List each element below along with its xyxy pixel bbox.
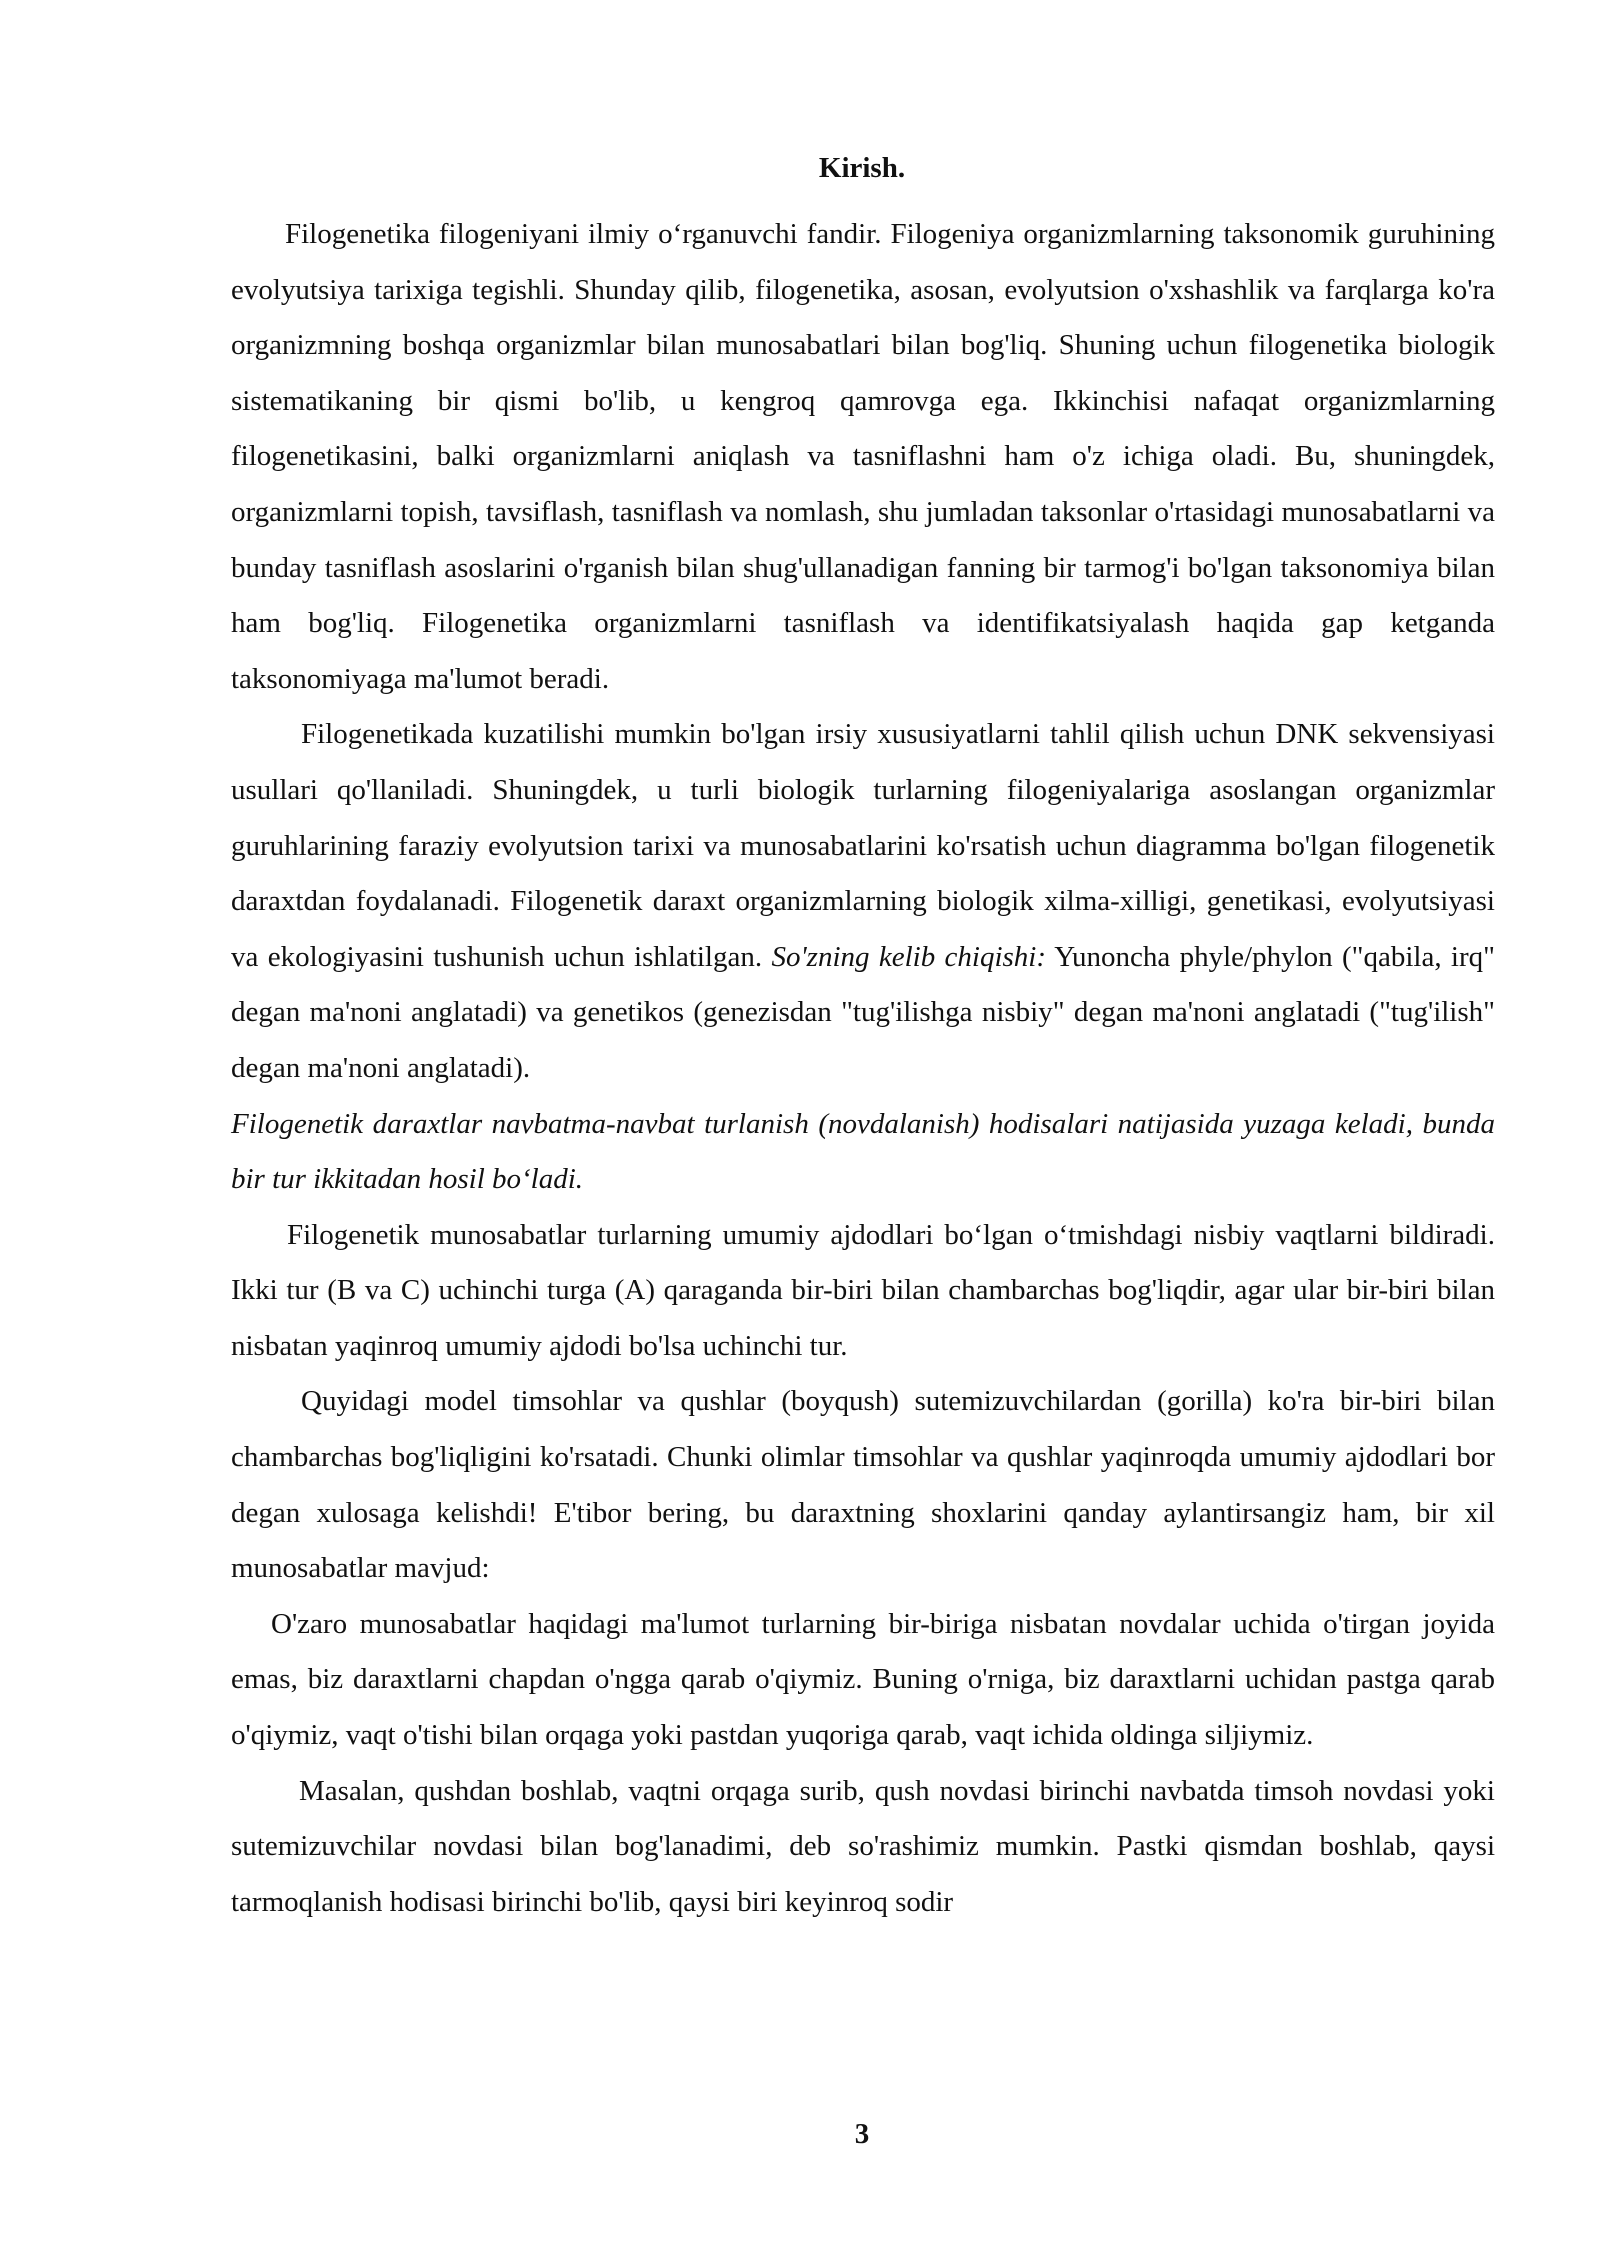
paragraph-5: Quyidagi model timsohlar va qushlar (boyqush) sutemizuvchilardan (gorilla) ko'ra bir-biri bilan chambarchas bog'liqligini ko'rsatadi. Chunki olimlar timsohlar va qushlar yaqinroqda umumiy ajdodlari bor degan xulosaga kelishdi! E'tibor bering, bu daraxtning shoxlarini qanday aylantirsangiz ham, bir xil munosabatlar mavjud: — [231, 1385, 1495, 1585]
paragraph-3-italic: Filogenetik daraxtlar navbatma-navbat turlanish (novdalanish) hodisalari natijasida yuzaga keladi, bunda bir tur ikkitadan hosil bo‘ladi. — [231, 1107, 1495, 1196]
paragraph-2 — [231, 707, 1495, 1096]
page-title: Kirish. — [818, 152, 906, 184]
etymology-label: So'zning kelib chiqishi: — [771, 940, 1047, 973]
paragraph-7: Masalan, qushdan boshlab, vaqtni orqaga surib, qush novdasi birinchi navbatda timsoh novdasi yoki sutemizuvchilar novdasi bilan bog'lanadimi, deb so'rashimiz mumkin. Pastki qismdan boshlab, qaysi tarmoqlanish hodisasi birinchi bo'lib, qaysi biri keyinroq sodir — [231, 1774, 1495, 1918]
paragraph-1: Filogenetika filogeniyani ilmiy o‘rganuvchi fandir. Filogeniya organizmlarning taksonomik guruhining evolyutsiya tarixiga tegishli. Shunday qilib, filogenetika, asosan, evolyutsion o'xshashlik va farqlarga ko'ra organizmning boshqa organizmlar bilan munosabatlari bilan bog'liq. Shuning uchun filogenetika biologik sistematikaning bir qismi bo'lib, u kengroq qamrovga ega. Ikkinchisi nafaqat organizmlarning filogenetikasini, balki organizmlarni aniqlash va tasniflashni ham o'z ichiga oladi. Bu, shuningdek, organizmlarni topish, tavsiflash, tasniflash va nomlash, shu jumladan taksonlar o'rtasidagi munosabatlarni va bunday tasniflash asoslarini o'rganish bilan shug'ullanadigan fanning bir tarmog'i bo'lgan taksonomiya bilan ham bog'liq. Filogenetika organizmlarni tasniflash va identifikatsiyalash haqida gap ketganda taksonomiyaga ma'lumot beradi. — [231, 218, 1495, 695]
paragraph-6: O'zaro munosabatlar haqidagi ma'lumot turlarning bir-biriga nisbatan novdalar uchida o'tirgan joyida emas, biz daraxtlarni chapdan o'ngga qarab o'qiymiz. Buning o'rniga, biz daraxtlarni uchidan pastga qarab o'qiymiz, vaqt o'tishi bilan orqaga yoki pastdan yuqoriga qarab, vaqt ichida oldinga siljiymiz. — [231, 1607, 1495, 1752]
document-body — [231, 207, 1495, 1930]
page-number: 3 — [854, 2118, 870, 2150]
paragraph-2-text: Filogenetikada kuzatilishi mumkin bo'lgan irsiy xususiyatlarni tahlil qilish uchun DNK sekvensiyasi usullari qo'llaniladi. Shuningdek, u turli biologik turlarning filogeniyalariga asoslangan organizmlar guruhlarining faraziy evolyutsion tarixi va munosabatlarini ko'rsatish uchun diagramma bo'lgan filogenetik daraxtdan foydalanadi. Filogenetik daraxt organizmlarning biologik xilma-xilligi, genetikasi, evolyutsiyasi va ekologiyasini tushunish uchun ishlatilgan. — [231, 718, 1495, 973]
etymology-text: Yunoncha phyle/phylon ("qabila, irq" degan ma'noni anglatadi) va genetikos (genezisdan "tug'ilishga nisbiy" degan ma'noni anglatadi ("tug'ilish" degan ma'noni anglatadi). — [231, 940, 1495, 1084]
paragraph-4: Filogenetik munosabatlar turlarning umumiy ajdodlari bo‘lgan o‘tmishdagi nisbiy vaqtlarni bildiradi. Ikki tur (B va C) uchinchi turga (A) qaraganda bir-biri bilan chambarchas bog'liqdir, agar ular bir-biri bilan nisbatan yaqinroq umumiy ajdodi bo'lsa uchinchi tur. — [231, 1218, 1495, 1362]
